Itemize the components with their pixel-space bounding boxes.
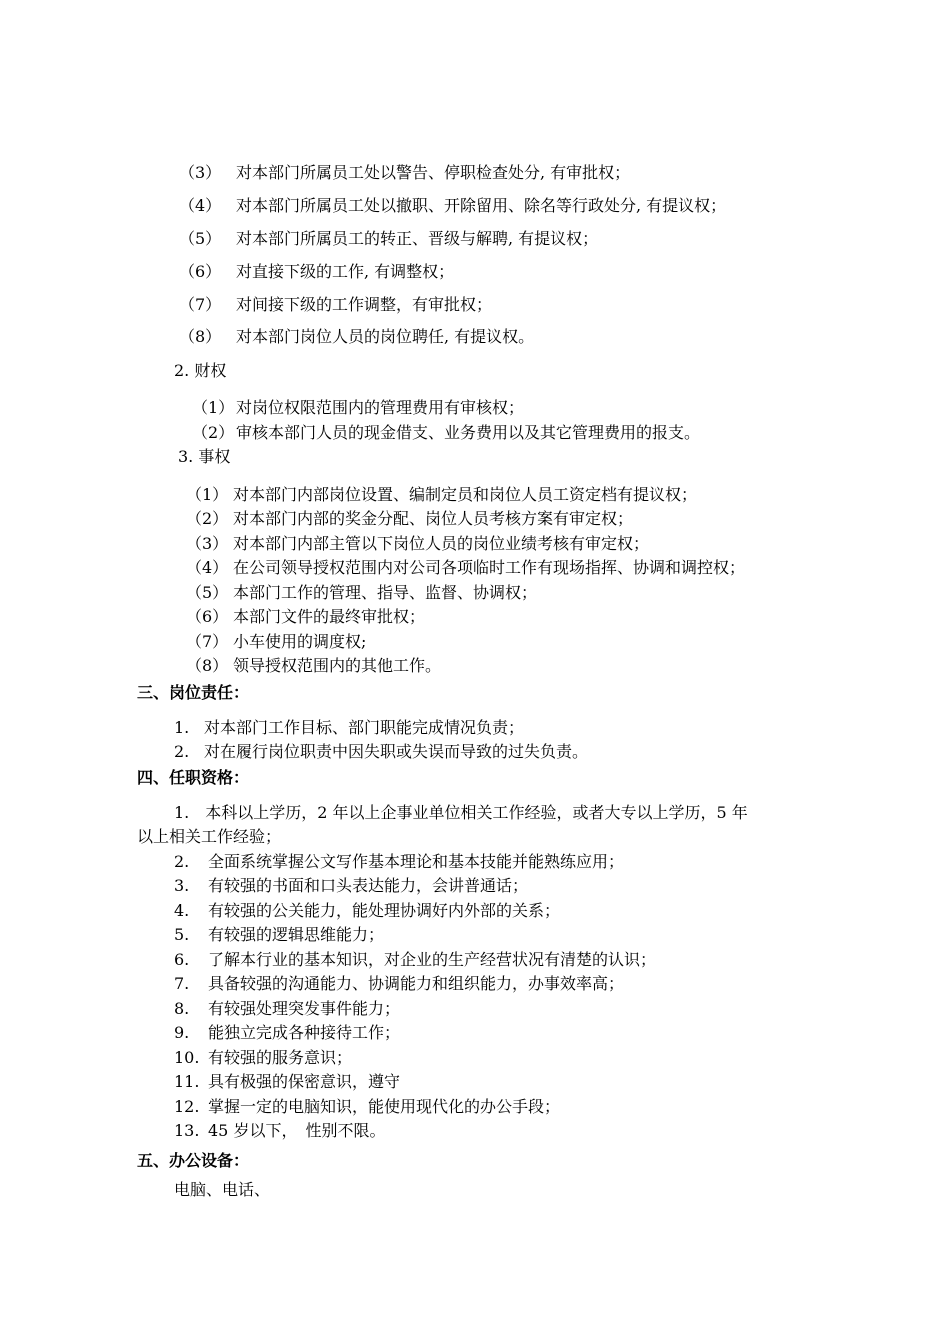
qualification-item [174, 1121, 385, 1141]
item-text: 有较强的公关能力，能处理协调好内外部的关系； [208, 901, 561, 920]
affairs-item [186, 509, 633, 529]
item-number: （8） [179, 327, 222, 346]
item-number: （1） [192, 398, 235, 417]
item-number: （2） [186, 509, 229, 528]
item-text: 对本部门所属员工的转正、晋级与解聘, 有提议权； [236, 229, 599, 248]
finance-title: 2. 财权 [174, 361, 227, 380]
item-text: 本部门文件的最终审批权； [233, 607, 426, 626]
item-text: 对本部门工作目标、部门职能完成情况负责； [204, 718, 525, 737]
item-number: 2. [174, 852, 190, 871]
qualification-item-1-line-1: 1. 本科以上学历，2 年以上企事业单位相关工作经验，或者大专以上学历，5 年 [174, 803, 748, 822]
qualification-item [174, 1048, 352, 1068]
qualification-item [174, 974, 624, 994]
personnel-right-item [179, 196, 726, 216]
item-number: （7） [179, 295, 222, 314]
item-number: （5） [179, 229, 222, 248]
qualification-item [174, 1097, 560, 1117]
qualification-item-1-line-2: 以上相关工作经验； [137, 827, 282, 846]
item-text: 小车使用的调度权; [233, 632, 367, 651]
item-text: 对间接下级的工作调整，有审批权； [236, 295, 493, 314]
item-text: 对本部门所属员工处以撤职、开除留用、除名等行政处分, 有提议权； [236, 196, 727, 215]
item-text: 对本部门内部的奖金分配、岗位人员考核方案有审定权； [233, 509, 634, 528]
item-text: 对本部门内部主管以下岗位人员的岗位业绩考核有审定权； [233, 534, 650, 553]
qualification-item [174, 852, 624, 872]
item-text: 对岗位权限范围内的管理费用有审核权； [236, 398, 525, 417]
item-number: （4） [186, 558, 229, 577]
affairs-item [186, 558, 745, 578]
section-heading-responsibility: 三、岗位责任： [137, 683, 250, 702]
affairs-item [186, 656, 441, 676]
affairs-item [186, 607, 425, 627]
item-text: 本部门工作的管理、指导、监督、协调权； [233, 583, 538, 602]
item-number: 4. [174, 901, 190, 920]
finance-item [192, 423, 700, 443]
section-heading-equipment: 五、办公设备： [137, 1151, 250, 1170]
item-text: 对在履行岗位职责中因失职或失误而导致的过失负责。 [204, 742, 589, 761]
qualification-item [174, 901, 560, 921]
responsibility-item [174, 718, 524, 738]
item-text: 领导授权范围内的其他工作。 [233, 656, 442, 675]
item-number: （5） [186, 583, 229, 602]
item-number: （2） [192, 423, 235, 442]
affairs-item [186, 485, 697, 505]
personnel-right-item [179, 262, 454, 282]
item-text: 在公司领导授权范围内对公司各项临时工作有现场指挥、协调和调控权； [233, 558, 746, 577]
qualification-item [174, 1023, 400, 1043]
finance-item [192, 398, 524, 418]
item-number: 9. [174, 1023, 190, 1042]
item-text: 掌握一定的电脑知识，能使用现代化的办公手段； [208, 1097, 561, 1116]
item-text: 对本部门所属员工处以警告、停职检查处分, 有审批权； [236, 163, 631, 182]
item-number: （1） [186, 485, 229, 504]
item-text: 有较强的逻辑思维能力； [208, 925, 385, 944]
item-number: 11. [174, 1072, 200, 1091]
item-text: 有较强的书面和口头表达能力，会讲普通话； [208, 876, 529, 895]
item-number: 1. [174, 718, 190, 737]
qualification-item [174, 1072, 400, 1092]
item-number: 13. [174, 1121, 200, 1140]
item-number: （6） [186, 607, 229, 626]
affairs-item [186, 534, 649, 554]
item-text: 对直接下级的工作, 有调整权； [236, 262, 455, 281]
personnel-right-item [179, 295, 492, 315]
personnel-right-item [179, 327, 534, 347]
item-number: （7） [186, 632, 229, 651]
item-number: （3） [186, 534, 229, 553]
responsibility-item [174, 742, 588, 762]
item-number: 7. [174, 974, 190, 993]
item-number: 10. [174, 1048, 200, 1067]
item-text: 具备较强的沟通能力、协调能力和组织能力，办事效率高； [208, 974, 625, 993]
item-text: 对本部门内部岗位设置、编制定员和岗位人员工资定档有提议权； [233, 485, 698, 504]
equipment-text: 电脑、电话、 [174, 1180, 271, 1199]
item-text: 有较强处理突发事件能力； [208, 999, 401, 1018]
item-text: 对本部门岗位人员的岗位聘任, 有提议权。 [236, 327, 535, 346]
item-number: 6. [174, 950, 190, 969]
item-number: 5. [174, 925, 190, 944]
qualification-item [174, 999, 400, 1019]
item-text: 了解本行业的基本知识，对企业的生产经营状况有清楚的认识； [208, 950, 657, 969]
item-number: 2. [174, 742, 190, 761]
item-number: （4） [179, 196, 222, 215]
affairs-item [186, 583, 537, 603]
item-number: （6） [179, 262, 222, 281]
personnel-right-item [179, 163, 630, 183]
item-number: （8） [186, 656, 229, 675]
section-heading-qualification: 四、任职资格： [137, 768, 250, 787]
qualification-item [174, 876, 528, 896]
item-text: 审核本部门人员的现金借支、业务费用以及其它管理费用的报支。 [236, 423, 701, 442]
item-text: 具有极强的保密意识，遵守 [208, 1072, 401, 1091]
item-number: 3. [174, 876, 190, 895]
item-number: 8. [174, 999, 190, 1018]
qualification-item [174, 925, 384, 945]
item-text: 全面系统掌握公文写作基本理论和基本技能并能熟练应用； [208, 852, 625, 871]
item-text: 能独立完成各种接待工作； [208, 1023, 401, 1042]
qualification-item [174, 950, 656, 970]
affairs-title: 3. 事权 [178, 447, 231, 466]
item-text: 45 岁以下， 性别不限。 [208, 1121, 386, 1140]
item-text: 有较强的服务意识； [208, 1048, 353, 1067]
item-number: 12. [174, 1097, 200, 1116]
item-number: （3） [179, 163, 222, 182]
affairs-item [186, 632, 366, 652]
personnel-right-item [179, 229, 598, 249]
